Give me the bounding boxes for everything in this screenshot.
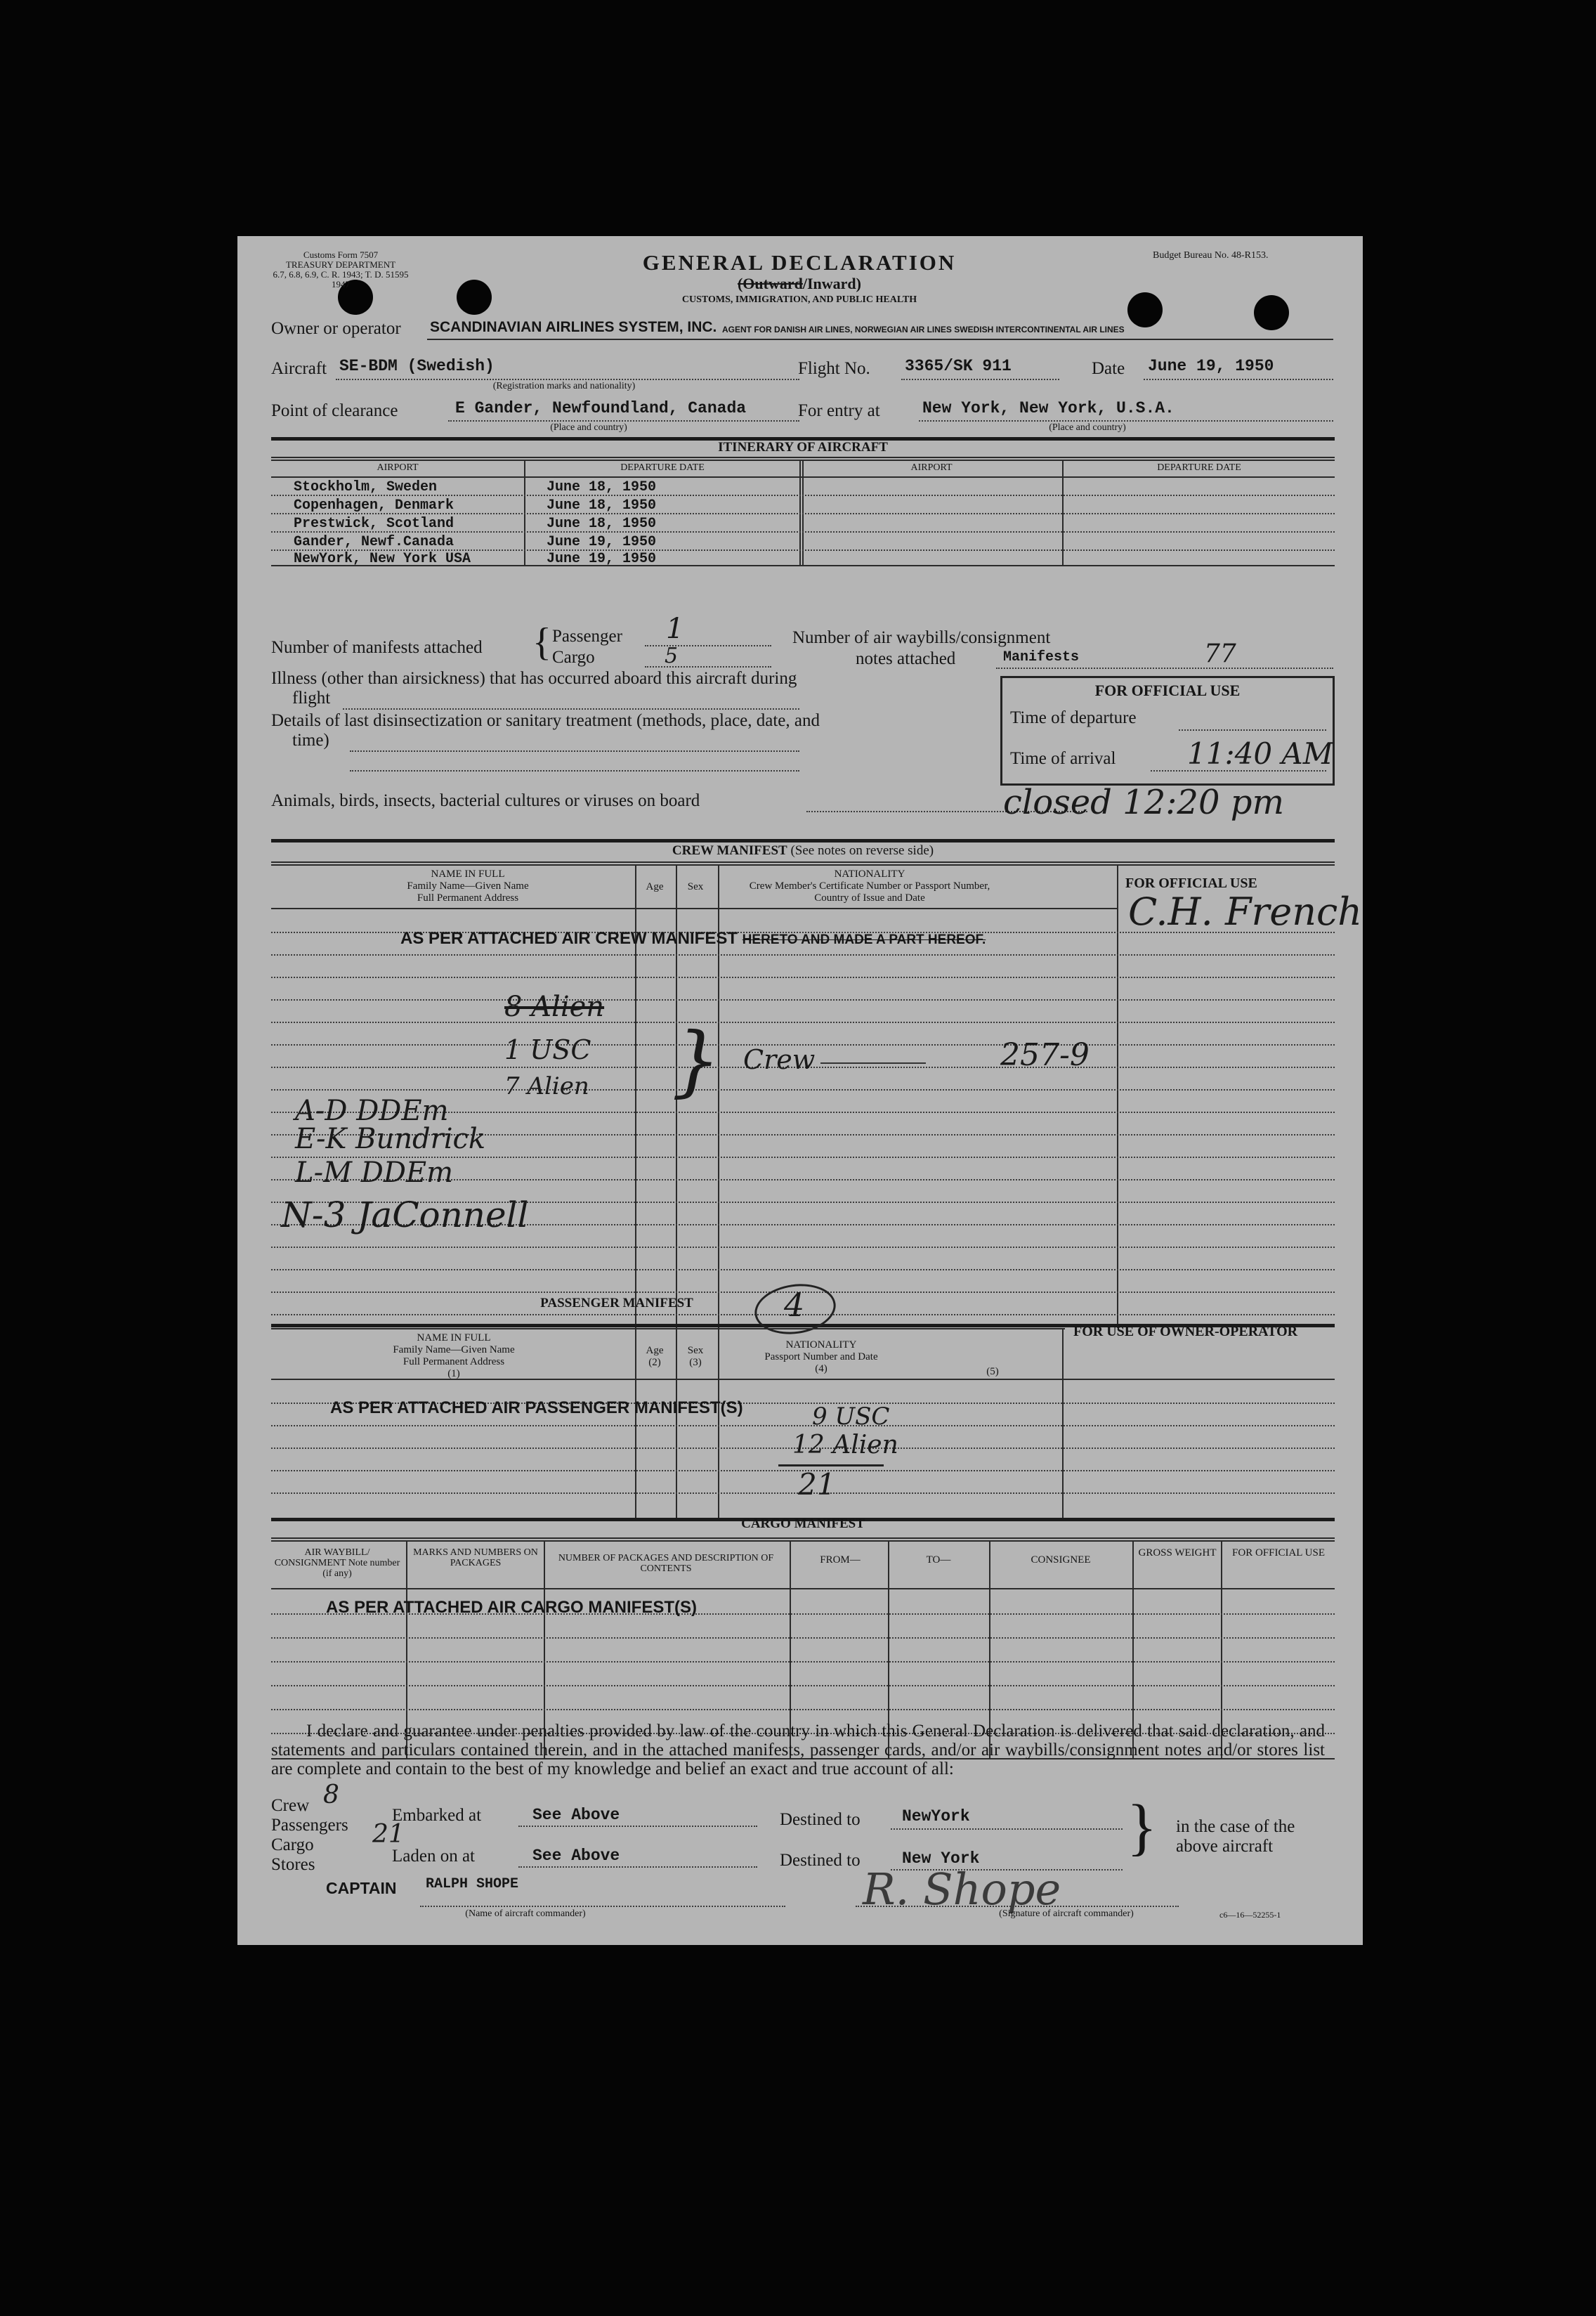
destined-value-1: NewYork xyxy=(902,1807,970,1826)
passenger-col-num: (5) xyxy=(986,1366,999,1377)
passenger-manifests-label: Passenger xyxy=(552,627,622,646)
itinerary-date: June 19, 1950 xyxy=(547,551,657,567)
cargo-col-from: FROM— xyxy=(820,1554,861,1566)
crew-stamp-text: AS PER ATTACHED AIR CREW MANIFEST xyxy=(400,929,738,948)
clearance-caption: (Place and country) xyxy=(550,422,627,433)
aircraft-label: Aircraft xyxy=(271,359,327,378)
passenger-col-sex xyxy=(676,1345,715,1369)
crew-col-nationality-sub2: Country of Issue and Date xyxy=(814,892,925,904)
form-subtitle: CUSTOMS, IMMIGRATION, AND PUBLIC HEALTH xyxy=(681,294,917,305)
declaration-brace: } xyxy=(1127,1793,1158,1862)
regulations: 6.7, 6.8, 6.9, C. R. 1943; T. D. 51595 xyxy=(273,269,409,280)
crew-count-hand: 8 xyxy=(323,1781,339,1809)
crew-stamp-struck: HERETO AND MADE A PART HEREOF. xyxy=(742,932,986,947)
crew-note-e-k: E-K Bundrick xyxy=(295,1123,486,1155)
case-note-2: above aircraft xyxy=(1176,1837,1274,1856)
print-code: c6—16—52255-1 xyxy=(1219,1910,1281,1920)
cargo-col-official: FOR OFFICIAL USE xyxy=(1232,1547,1325,1559)
cargo-col-waybill: AIR WAYBILL/ CONSIGNMENT Note number (if any) xyxy=(274,1547,400,1579)
crew-col-nationality-sub1: Crew Member's Certificate Number or Passport Number, xyxy=(749,880,990,892)
owner-operator-use: FOR USE OF OWNER-OPERATOR xyxy=(1073,1324,1298,1339)
passengers-count-hand: 21 xyxy=(372,1820,405,1849)
waybills-hand: 77 xyxy=(1204,639,1236,668)
budget-bureau: Budget Bureau No. 48-R153. xyxy=(1153,250,1269,261)
passenger-col-5 xyxy=(926,1366,1059,1378)
manifests-brace: { xyxy=(532,620,551,664)
itinerary-date: June 18, 1950 xyxy=(547,516,657,532)
itinerary-date: June 19, 1950 xyxy=(547,534,657,550)
cargo-manifest-title: CARGO MANIFEST xyxy=(741,1516,865,1531)
animals-label: Animals, birds, insects, bacterial cultures or viruses on board xyxy=(271,791,700,810)
cargo-col-to: TO— xyxy=(926,1554,951,1566)
destined-label-2: Destined to xyxy=(780,1851,861,1870)
itinerary-airport: Copenhagen, Denmark xyxy=(294,497,454,514)
crew-note-1-usc: 1 USC xyxy=(504,1034,591,1065)
passenger-tally-alien: 12 Alien xyxy=(792,1431,898,1459)
official-use-title: FOR OFFICIAL USE xyxy=(1094,682,1241,699)
crew-official-use: FOR OFFICIAL USE xyxy=(1125,876,1257,891)
crew-note-l-m: L-M DDEm xyxy=(295,1157,454,1189)
passenger-col-name-title: NAME IN FULL xyxy=(417,1332,491,1344)
form-identifier xyxy=(267,250,414,290)
crew-note-brace: } xyxy=(672,1015,721,1105)
waybills-value: Manifests xyxy=(1003,649,1080,665)
disinsect-line1: Details of last disinsectization or sanitary treatment (methods, place, date, and xyxy=(271,711,820,730)
passenger-col-name-sub1: Family Name—Given Name xyxy=(393,1344,515,1355)
itinerary-airport: Gander, Newf.Canada xyxy=(294,534,454,550)
passenger-tally-total: 21 xyxy=(798,1467,836,1502)
closed-note: closed 12:20 pm xyxy=(1003,783,1284,822)
cargo-col-weight: GROSS WEIGHT xyxy=(1138,1547,1217,1559)
embarked-label: Embarked at xyxy=(392,1806,482,1825)
itinerary-airport: Stockholm, Sweden xyxy=(294,479,438,495)
passenger-manifests-value: 1 xyxy=(666,613,684,645)
passenger-col-num: (1) xyxy=(447,1368,460,1379)
waybills-label-line2: notes attached xyxy=(856,649,956,668)
clearance-label: Point of clearance xyxy=(271,401,398,420)
crew-note-crew: Crew xyxy=(743,1044,816,1075)
waybills-label-line1: Number of air waybills/consignment xyxy=(792,628,1051,647)
crew-note-number: 257-9 xyxy=(1000,1037,1090,1073)
clearance-value: E Gander, Newfoundland, Canada xyxy=(455,399,747,417)
flight-label: Flight No. xyxy=(798,359,870,378)
itinerary-airport: NewYork, New York USA xyxy=(294,551,471,567)
date-label: Date xyxy=(1092,359,1125,378)
signature-caption: (Signature of aircraft commander) xyxy=(999,1908,1134,1919)
captain-value: RALPH SHOPE xyxy=(426,1876,519,1892)
owner-label: Owner or operator xyxy=(271,319,401,338)
captain-caption: (Name of aircraft commander) xyxy=(465,1908,586,1919)
crew-col-name-sub1: Family Name—Given Name xyxy=(407,880,529,892)
itinerary-col-date-1: DEPARTURE DATE xyxy=(620,462,705,473)
passenger-tally-usc: 9 USC xyxy=(812,1403,890,1431)
crew-col-nationality-title: NATIONALITY xyxy=(834,868,905,880)
owner-agent-text: AGENT FOR DANISH AIR LINES, NORWEGIAN AIR LINES SWEDISH INTERCONTINENTAL AIR LINES xyxy=(722,325,1125,334)
aircraft-value: SE-BDM (Swedish) xyxy=(339,357,495,375)
laden-value: See Above xyxy=(532,1847,620,1865)
destined-label-1: Destined to xyxy=(780,1810,861,1829)
passenger-col-nationality-title: NATIONALITY xyxy=(785,1339,857,1351)
entry-value: New York, New York, U.S.A. xyxy=(922,399,1175,417)
date-value: June 19, 1950 xyxy=(1148,357,1274,375)
destined-value-2: New York xyxy=(902,1849,980,1868)
cargo-col-packages: NUMBER OF PACKAGES AND DESCRIPTION OF CONTENTS xyxy=(558,1553,774,1574)
illness-line1: Illness (other than airsickness) that has occurred aboard this aircraft during xyxy=(271,669,797,688)
punch-hole xyxy=(1254,295,1289,330)
itinerary-date: June 18, 1950 xyxy=(547,479,657,495)
passenger-circled-count: 4 xyxy=(784,1286,805,1324)
crew-count-label: Crew xyxy=(271,1796,310,1815)
crew-manifest-heading xyxy=(271,843,1335,859)
time-of-departure-label: Time of departure xyxy=(1010,708,1137,727)
punch-hole xyxy=(457,280,492,315)
cargo-stamp: AS PER ATTACHED AIR CARGO MANIFEST(S) xyxy=(326,1598,697,1617)
direction-outward-struck: (Outward xyxy=(737,275,803,292)
passengers-count-label: Passengers xyxy=(271,1816,348,1835)
cargo-count-label: Cargo xyxy=(271,1835,314,1854)
passenger-col-age xyxy=(635,1345,674,1369)
itinerary-col-airport-2: AIRPORT xyxy=(910,462,953,473)
entry-label: For entry at xyxy=(798,401,880,420)
cargo-manifests-value: 5 xyxy=(665,644,679,668)
crew-manifest-title: CREW MANIFEST xyxy=(672,843,787,858)
crew-col-age: Age xyxy=(646,881,664,892)
crew-col-name-sub2: Full Permanent Address xyxy=(417,892,519,904)
passenger-col-nationality-sub: Passport Number and Date xyxy=(764,1351,878,1362)
embarked-value: See Above xyxy=(532,1806,620,1824)
case-note-1: in the case of the xyxy=(1176,1817,1295,1836)
itinerary-col-airport-1: AIRPORT xyxy=(377,462,419,473)
crew-note-a-d: A-D DDEm xyxy=(295,1095,449,1127)
form-number: Customs Form 7507 xyxy=(303,249,379,260)
punch-hole xyxy=(1127,292,1163,327)
passenger-col-num: (4) xyxy=(815,1363,828,1374)
form-year: 1947 xyxy=(332,279,350,290)
crew-col-name xyxy=(271,868,665,904)
form-title: GENERAL DECLARATION xyxy=(642,250,957,275)
crew-manifest-note: (See notes on reverse side) xyxy=(790,843,934,858)
passenger-manifest-title: PASSENGER MANIFEST xyxy=(540,1296,693,1310)
disinsect-line2: time) xyxy=(292,731,329,750)
crew-note-7-alien: 7 Alien xyxy=(504,1072,589,1100)
flight-value: 3365/SK 911 xyxy=(905,357,1012,375)
passenger-col-num: (3) xyxy=(689,1357,702,1368)
owner-value: SCANDINAVIAN AIRLINES SYSTEM, INC. xyxy=(430,319,717,335)
department: TREASURY DEPARTMENT xyxy=(285,259,396,270)
aircraft-caption: (Registration marks and nationality) xyxy=(492,381,636,391)
itinerary-airport: Prestwick, Scotland xyxy=(294,516,454,532)
stores-count-label: Stores xyxy=(271,1855,315,1874)
crew-note-8-alien: 8 Alien xyxy=(504,991,605,1023)
time-of-arrival-label: Time of arrival xyxy=(1010,749,1116,768)
entry-caption: (Place and country) xyxy=(1049,422,1126,433)
direction xyxy=(617,275,982,293)
passenger-col-nationality xyxy=(719,1339,923,1375)
itinerary-date: June 18, 1950 xyxy=(547,497,657,514)
crew-note-n-3: N-3 JaConnell xyxy=(281,1195,529,1235)
crew-col-nationality xyxy=(722,868,1017,904)
crew-stamp xyxy=(400,929,986,949)
passenger-col-sex-title: Sex xyxy=(687,1345,704,1356)
cargo-col-marks: MARKS AND NUMBERS ON PACKAGES xyxy=(413,1547,538,1568)
laden-label: Laden on at xyxy=(392,1847,476,1866)
itinerary-title: ITINERARY OF AIRCRAFT xyxy=(718,440,888,455)
crew-official-signature: C.H. French xyxy=(1128,890,1363,934)
passenger-col-name xyxy=(271,1332,636,1380)
passenger-col-age-title: Age xyxy=(646,1345,664,1356)
crew-col-sex: Sex xyxy=(687,881,704,892)
crew-col-name-title: NAME IN FULL xyxy=(431,868,505,880)
itinerary-col-date-2: DEPARTURE DATE xyxy=(1157,462,1241,473)
illness-line2: flight xyxy=(292,689,331,708)
declaration-text: I declare and guarantee under penalties provided by law of the country in which this General Declaration is delivered that said declaration, and statements and particulars contained therein, and in the attached manifests, passenger cards, and/or air waybills/consignment notes and/or stores list are complete and contain to the best of my knowledge and belief an exact and true account of all: xyxy=(271,1722,1325,1778)
captain-signature: R. Shope xyxy=(863,1863,1061,1915)
cargo-manifests-label: Cargo xyxy=(552,648,595,667)
manifests-label: Number of manifests attached xyxy=(271,638,483,657)
time-of-arrival-value: 11:40 AM xyxy=(1187,736,1333,771)
passenger-stamp: AS PER ATTACHED AIR PASSENGER MANIFEST(S) xyxy=(330,1398,743,1417)
passenger-col-num: (2) xyxy=(648,1357,661,1368)
direction-inward: /Inward) xyxy=(802,275,861,292)
passenger-col-name-sub2: Full Permanent Address xyxy=(403,1356,505,1367)
general-declaration-form xyxy=(237,236,1363,1945)
cargo-col-consignee: CONSIGNEE xyxy=(1031,1554,1091,1566)
captain-label: CAPTAIN xyxy=(326,1879,397,1897)
